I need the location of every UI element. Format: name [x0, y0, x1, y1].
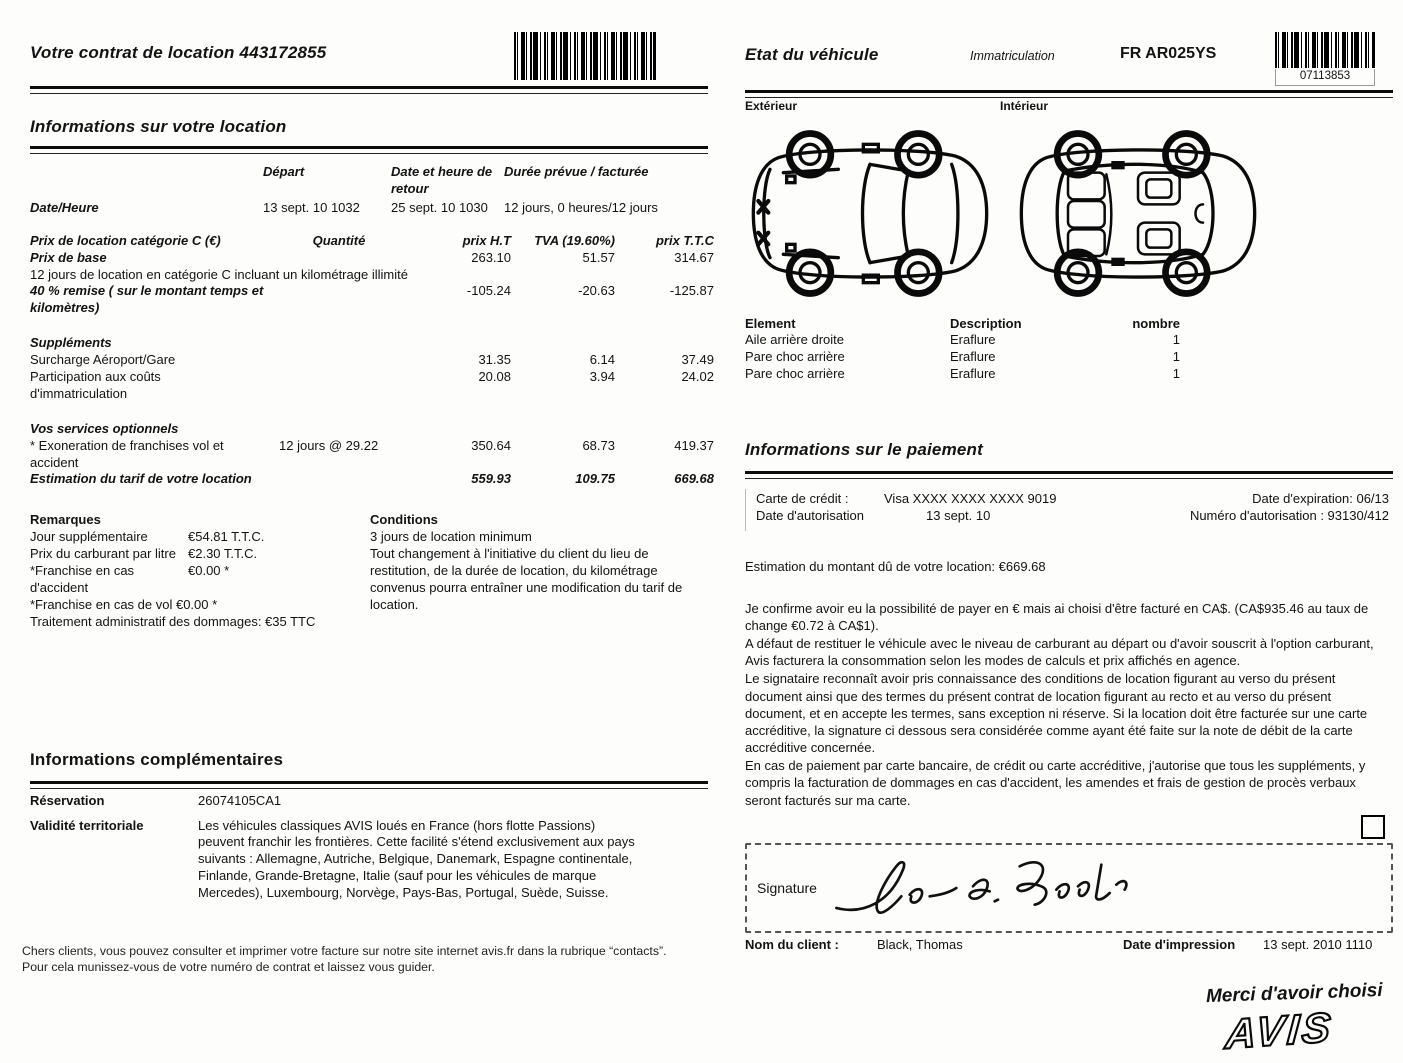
estimation-due: Estimation du montant dû de votre location: €669.68 [745, 558, 1046, 574]
contract-title: Votre contrat de location 443172855 [30, 43, 327, 62]
validite-text: Les véhicules classiques AVIS loués en France (hors flotte Passions) peuvent franchir les frontières. Cette facilité s'étend exclusivement aux pays suivants : Allemagne, Autriche, Belgique, Danemark, Espagne continentale, Finlande, Grande-Bretagne, Italie (sauf pour les véhicules de marque Mercedes), Luxembourg, Norvège, Pays-Bas, Portugal, Suède, Suisse. [198, 817, 635, 901]
etat-title: Etat du véhicule [745, 45, 879, 64]
conditions-block: Conditions 3 jours de location minimum Tout changement à l'initiative du client du lieu de restitution, de la durée de location, du kilométrage convenus pourra entraîner une modification du tarif de location. [370, 512, 700, 630]
client-name-label: Nom du client : [745, 936, 839, 952]
optional-services-title: Vos services optionnels [30, 420, 179, 436]
immat-label: Immatriculation [970, 49, 1055, 63]
legal-text: Je confirme avoir eu la possibilité de payer en € mais ai choisi d'être facturé en CA$. (CA$935.46 au taux de change €0.72 à CA$1). A défaut de restituer le véhicule avec le niveau de carburant au départ ou d'avoir souscrit à l'option carburant, Avis facturera la consommation selon les modes de calculs et prix affichés en agence. Le signataire reconnaît avoir pris connaissance des conditions de location figurant au verso du présent document ainsi que des termes du présent contrat de location figurant au recto et au verso du présent document, et en accepte les termes, sans exception ni réserve. Si la location doit être facturée sur une carte accréditive, la signature ci dessous sera considérée comme ayant été faite sur la note de débit de la carte accréditive concernée. En cas de paiement par carte bancaire, de crédit ou carte accréditive, j'autorise que tous les suppléments, y compris la facturation de dommages en cas d'accident, les amendes et frais de gestion de procès verbaux seront facturés sur ma carte. [745, 600, 1374, 808]
signature-handwriting-icon [823, 853, 1153, 923]
contract-column [30, 0, 714, 902]
complementaires-table: Réservation 26074105CA1 Validité territoriale Les véhicules classiques AVIS loués en France (hors flotte Passions) peuvent franchir les frontières. Cette facilité s'étend exclusivement aux pays suivants : Allemagne, Autriche, Belgique, Danemark, Espagne continentale, Finlande, Grande-Bretagne, Italie (sauf pour les véhicules de marque Mercedes), Luxembourg, Norvège, Pays-Bas, Portugal, Suède, Suisse. [30, 793, 708, 902]
remarques-title: Remarques [30, 512, 101, 528]
depart-value: 13 sept. 10 1032 [263, 199, 360, 215]
remarques-block: Remarques Jour supplémentaire €54.81 T.T.C. Prix du carburant par litre €2.30 T.T.C. *Franchise en cas d'accident €0.00 * *Franchise en cas de vol €0.00 * Traitement administratif des dommages: €35 TTC [30, 512, 370, 630]
divider [30, 781, 708, 789]
table-row: Surcharge Aéroport/Gare 31.35 6.14 37.49 [30, 352, 714, 368]
damage-header-description: Description [950, 315, 1022, 331]
conditions-title: Conditions [370, 512, 438, 528]
vehicle-barcode-number: 07113853 [1275, 69, 1375, 86]
thanks-text: Merci d'avoir choisi [1206, 979, 1384, 1007]
duree-value: 12 jours, 0 heures/12 jours [504, 199, 658, 215]
car-exterior-diagram-icon [745, 121, 995, 306]
auth-date: 13 sept. 10 [926, 508, 991, 524]
damage-header-element: Element [745, 315, 796, 331]
car-interior-diagram-icon [1013, 121, 1263, 306]
avis-logo [1213, 1000, 1383, 1058]
dates-row-label: Date/Heure [30, 199, 99, 215]
exterior-label: Extérieur [745, 98, 798, 113]
price-table [30, 232, 714, 489]
auth-number: Numéro d'autorisation : 93130/412 [1189, 508, 1389, 524]
client-name-value: Black, Thomas [877, 936, 963, 952]
price-note: 12 jours de location en catégorie C incluant un kilométrage illimité [30, 266, 408, 282]
header-duree: Durée prévue / facturée [504, 164, 649, 180]
damage-table [745, 316, 1393, 384]
agreement-checkbox [1361, 815, 1385, 839]
supplements-title: Suppléments [30, 335, 112, 351]
divider [745, 471, 1393, 479]
total-row: Estimation du tarif de votre location 559.93 109.75 669.68 [30, 471, 714, 487]
table-row: 40 % remise ( sur le montant temps et kilomètres) -105.24 -20.63 -125.87 [30, 283, 714, 316]
vehicle-barcode-icon [1275, 32, 1375, 68]
section-location-title: Informations sur votre location [30, 117, 287, 136]
price-header-label: Prix de location catégorie C (€) [30, 232, 221, 248]
print-date-value: 13 sept. 2010 1110 [1263, 936, 1373, 952]
retour-value: 25 sept. 10 1030 [391, 199, 488, 215]
price-header-tva: TVA (19.60%) [534, 232, 615, 248]
damage-header-nombre: nombre [1132, 315, 1180, 331]
price-header-ht: prix H.T [462, 232, 511, 248]
table-row: Pare choc arrière Eraflure 1 [745, 366, 1180, 382]
payment-card-block: Carte de crédit : Visa XXXX XXXX XXXX 9019 Date d'autorisation 13 sept. 10 Date d'expiration: 06/13 Numéro d'autorisation : 93130/412 [745, 489, 1393, 531]
table-row: Prix de base 263.10 51.57 314.67 [30, 249, 714, 265]
signature-box [745, 843, 1393, 933]
header-depart: Départ [263, 164, 305, 180]
divider [745, 90, 1393, 98]
footer-note: Chers clients, vous pouvez consulter et imprimer votre facture sur notre site internet avis.fr dans la rubrique “contacts”. Pour cela munissez-vous de votre numéro de contrat et laissez vous guider. [22, 944, 667, 974]
contract-barcode-icon [514, 32, 656, 80]
table-row: * Exoneration de franchises vol et accident 12 jours @ 29.22 350.64 68.73 419.37 [30, 437, 714, 470]
interior-label: Intérieur [1000, 98, 1049, 113]
table-row: Participation aux coûts d'immatriculation 20.08 3.94 24.02 [30, 369, 714, 401]
divider [30, 146, 708, 154]
divider [30, 86, 708, 94]
payment-title: Informations sur le paiement [745, 440, 983, 460]
vehicle-barcode [1275, 32, 1375, 86]
card-expiration: Date d'expiration: 06/13 [1252, 491, 1389, 507]
section-complementaires-title: Informations complémentaires [30, 749, 284, 769]
price-header-qty: Quantité [312, 232, 366, 248]
table-row: Aile arrière droite Eraflure 1 [745, 332, 1180, 348]
rental-dates-table [30, 164, 708, 217]
price-header-ttc: prix T.T.C [655, 232, 714, 248]
vehicle-column [745, 0, 1393, 1063]
print-date-label: Date d'impression [1123, 936, 1236, 952]
card-number: Visa XXXX XXXX XXXX 9019 [884, 491, 1057, 507]
avis-logo-text: AVIS [1223, 1003, 1335, 1058]
immat-value: FR AR025YS [1120, 45, 1217, 62]
table-row: Pare choc arrière Eraflure 1 [745, 349, 1180, 365]
signature-label: Signature [757, 879, 817, 896]
header-retour: Date et heure de retour [391, 164, 493, 196]
reservation-number: 26074105CA1 [198, 792, 282, 808]
